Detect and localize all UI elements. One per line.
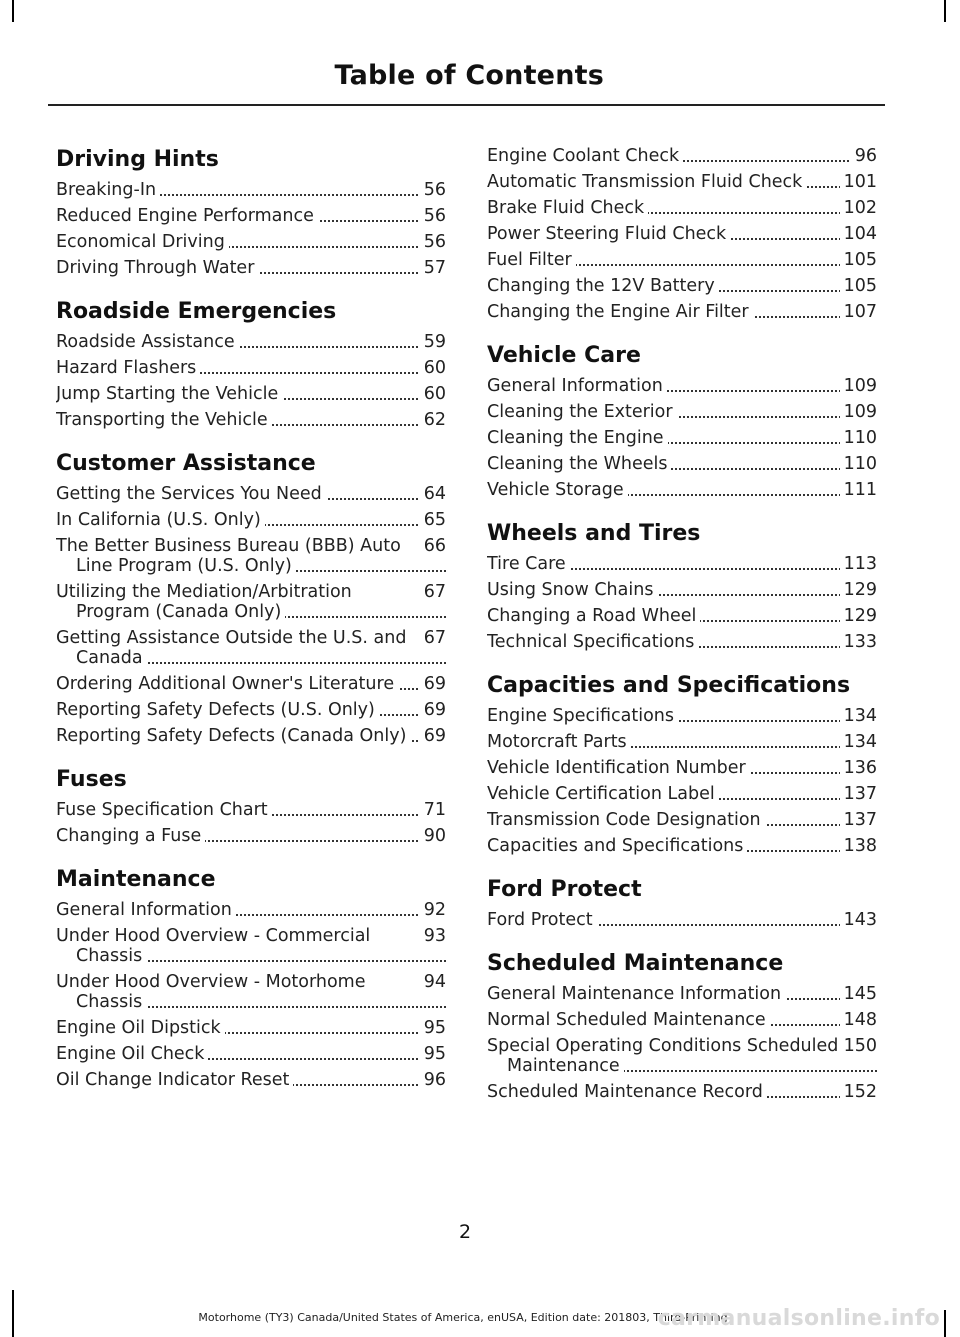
- toc-entry-page: 66: [420, 536, 446, 556]
- toc-entry-page: 145: [840, 984, 877, 1004]
- toc-entry-page: 134: [840, 706, 877, 726]
- toc-entry-label: Changing a Fuse: [56, 826, 205, 846]
- toc-entry-label: Motorcraft Parts: [487, 732, 631, 752]
- section-title: Customer Assistance: [56, 451, 316, 476]
- toc-entry[interactable]: [56, 800, 446, 820]
- toc-section: [487, 520, 877, 652]
- toc-entry-label: Utilizing the Mediation/Arbitration Program (Canada Only): [56, 582, 352, 622]
- dot-leader: [96, 1006, 446, 1008]
- toc-entry-page: 94: [420, 972, 446, 992]
- toc-section: [56, 766, 446, 846]
- toc-entry-page: 104: [840, 224, 877, 244]
- toc-entry-page: 152: [840, 1082, 877, 1102]
- toc-entry[interactable]: [487, 1036, 877, 1076]
- toc-entry[interactable]: [487, 250, 877, 270]
- toc-entry-label: Cleaning the Wheels: [487, 454, 671, 474]
- dot-leader: [527, 568, 877, 570]
- toc-entry[interactable]: [56, 628, 446, 668]
- toc-entry-label: Vehicle Certification Label: [487, 784, 719, 804]
- toc-entry-label: Getting the Services You Need: [56, 484, 326, 504]
- toc-entry-label: Normal Scheduled Maintenance: [487, 1010, 770, 1030]
- toc-section: [56, 298, 446, 430]
- toc-entry-page: 65: [420, 510, 446, 530]
- toc-entry[interactable]: [56, 582, 446, 622]
- toc-entry[interactable]: [487, 402, 877, 422]
- toc-entry-page: 110: [840, 428, 877, 448]
- toc-entry-label: Reduced Engine Performance: [56, 206, 318, 226]
- toc-entry-page: 134: [840, 732, 877, 752]
- toc-entry-page: 129: [840, 606, 877, 626]
- toc-entry[interactable]: [487, 706, 877, 726]
- section-title: Fuses: [56, 767, 127, 792]
- toc-entry-label: Special Operating Conditions Scheduled Maintenance: [487, 1036, 839, 1076]
- toc-entry-label: Jump Starting the Vehicle: [56, 384, 282, 404]
- toc-entry[interactable]: [487, 910, 877, 930]
- toc-entry-page: 64: [420, 484, 446, 504]
- toc-entry[interactable]: [487, 580, 877, 600]
- toc-section: [487, 876, 877, 930]
- toc-entry[interactable]: [56, 926, 446, 966]
- toc-entry[interactable]: [56, 358, 446, 378]
- toc-entry[interactable]: [56, 972, 446, 1012]
- toc-entry[interactable]: [487, 984, 877, 1004]
- section-title: Maintenance: [56, 867, 216, 892]
- toc-entry[interactable]: [56, 726, 446, 746]
- toc-entry-label: Brake Fluid Check: [487, 198, 648, 218]
- toc-entry[interactable]: [56, 900, 446, 920]
- toc-entry-page: 109: [840, 376, 877, 396]
- toc-entry-page: 148: [840, 1010, 877, 1030]
- toc-entry[interactable]: [487, 732, 877, 752]
- toc-entry-page: 143: [840, 910, 877, 930]
- toc-entry-page: 95: [420, 1018, 446, 1038]
- toc-entry-label: Under Hood Overview - Motorhome Chassis: [56, 972, 366, 1012]
- toc-entry[interactable]: [487, 146, 877, 166]
- toc-entry[interactable]: [487, 454, 877, 474]
- toc-entry-label: Changing the 12V Battery: [487, 276, 719, 296]
- section-title: Scheduled Maintenance: [487, 951, 784, 976]
- toc-entry-page: 137: [840, 810, 877, 830]
- toc-entry-page: 138: [840, 836, 877, 856]
- toc-entry-page: 69: [420, 726, 446, 746]
- toc-entry-page: 62: [420, 410, 446, 430]
- toc-entry[interactable]: [56, 510, 446, 530]
- toc-entry-label: Getting Assistance Outside the U.S. and Canada: [56, 628, 407, 668]
- header-rule: [48, 104, 885, 106]
- toc-entry-page: 92: [420, 900, 446, 920]
- section-title: Ford Protect: [487, 877, 642, 902]
- toc-entry[interactable]: [487, 480, 877, 500]
- toc-entry[interactable]: [487, 276, 877, 296]
- toc-entry[interactable]: [56, 232, 446, 252]
- toc-entry-page: 105: [840, 250, 877, 270]
- page-number: 2: [458, 1221, 472, 1243]
- toc-entry[interactable]: [56, 1070, 446, 1090]
- toc-entry-label: Transmission Code Designation: [487, 810, 765, 830]
- toc-entry[interactable]: [487, 758, 877, 778]
- toc-entry[interactable]: [56, 1018, 446, 1038]
- toc-entry-page: 60: [420, 384, 446, 404]
- toc-entry-label: Under Hood Overview - Commercial Chassis: [56, 926, 371, 966]
- toc-entry-label: Reporting Safety Defects (Canada Only): [56, 726, 410, 746]
- toc-right-column: [487, 146, 877, 1108]
- toc-entry-page: 90: [420, 826, 446, 846]
- crop-mark: [944, 1310, 946, 1337]
- toc-section: [56, 450, 446, 746]
- toc-entry[interactable]: [487, 554, 877, 574]
- toc-entry-label: Using Snow Chains: [487, 580, 657, 600]
- watermark: carmanualsonline.info: [657, 1306, 940, 1331]
- toc-entry-page: 56: [420, 232, 446, 252]
- toc-entry-label: Cleaning the Exterior: [487, 402, 677, 422]
- toc-entry[interactable]: [56, 536, 446, 576]
- toc-entry[interactable]: [487, 606, 877, 626]
- toc-entry-label: Scheduled Maintenance Record: [487, 1082, 767, 1102]
- toc-entry[interactable]: [56, 180, 446, 200]
- toc-entry-page: 109: [840, 402, 877, 422]
- section-title: Wheels and Tires: [487, 521, 701, 546]
- toc-entry-label: Engine Oil Dipstick: [56, 1018, 225, 1038]
- toc-entry-label: In California (U.S. Only): [56, 510, 265, 530]
- toc-entry-label: Automatic Transmission Fluid Check: [487, 172, 806, 192]
- toc-entry[interactable]: [56, 410, 446, 430]
- toc-entry-page: 69: [420, 674, 446, 694]
- toc-entry-label: Driving Through Water: [56, 258, 258, 278]
- toc-entry-page: 69: [420, 700, 446, 720]
- toc-entry-page: 129: [840, 580, 877, 600]
- toc-entry-page: 133: [840, 632, 877, 652]
- toc-entry[interactable]: [56, 826, 446, 846]
- toc-entry[interactable]: [56, 1044, 446, 1064]
- toc-section: [487, 146, 877, 322]
- toc-entry[interactable]: [487, 376, 877, 396]
- toc-entry[interactable]: [56, 258, 446, 278]
- footer-edition-text: Motorhome (TY3) Canada/United States of America, enUSA, Edition date: 201803, Third-Printing-: [198, 1311, 732, 1324]
- toc-entry-page: 67: [420, 628, 446, 648]
- toc-entry-label: Oil Change Indicator Reset: [56, 1070, 293, 1090]
- crop-mark: [944, 0, 946, 22]
- toc-entry[interactable]: [487, 632, 877, 652]
- toc-section: [487, 342, 877, 500]
- toc-entry-label: General Information: [56, 900, 236, 920]
- toc-entry-page: 93: [420, 926, 446, 946]
- toc-entry-label: Economical Driving: [56, 232, 229, 252]
- page-title: Table of Contents: [334, 60, 604, 91]
- toc-entry-page: 107: [840, 302, 877, 322]
- toc-entry-page: 59: [420, 332, 446, 352]
- toc-entry-page: 57: [420, 258, 446, 278]
- crop-mark: [12, 0, 14, 22]
- toc-entry[interactable]: [487, 198, 877, 218]
- toc-entry-label: Roadside Assistance: [56, 332, 239, 352]
- toc-entry-label: Engine Oil Check: [56, 1044, 208, 1064]
- toc-entry-page: 110: [840, 454, 877, 474]
- toc-entry-label: Ordering Additional Owner's Literature: [56, 674, 398, 694]
- dot-leader: [96, 960, 446, 962]
- toc-entry-label: Changing a Road Wheel: [487, 606, 700, 626]
- toc-entry[interactable]: [487, 784, 877, 804]
- section-title: Roadside Emergencies: [56, 299, 337, 324]
- toc-entry[interactable]: [487, 224, 877, 244]
- toc-entry[interactable]: [56, 674, 446, 694]
- dot-leader: [527, 264, 877, 266]
- toc-entry[interactable]: [487, 1082, 877, 1102]
- toc-entry-label: Power Steering Fluid Check: [487, 224, 730, 244]
- toc-entry-label: Cleaning the Engine: [487, 428, 668, 448]
- toc-entry-page: 137: [840, 784, 877, 804]
- toc-section: [56, 146, 446, 278]
- toc-section: [487, 950, 877, 1102]
- toc-entry[interactable]: [56, 332, 446, 352]
- toc-entry[interactable]: [487, 302, 877, 322]
- toc-entry[interactable]: [487, 428, 877, 448]
- toc-entry[interactable]: [487, 836, 877, 856]
- toc-entry-label: Capacities and Specifications: [487, 836, 747, 856]
- toc-entry[interactable]: [487, 810, 877, 830]
- toc-entry-label: Vehicle Identification Number: [487, 758, 750, 778]
- toc-entry-label: Engine Specifications: [487, 706, 678, 726]
- toc-entry-page: 113: [840, 554, 877, 574]
- toc-entry-label: Breaking-In: [56, 180, 160, 200]
- toc-entry[interactable]: [56, 384, 446, 404]
- toc-entry[interactable]: [487, 172, 877, 192]
- toc-entry[interactable]: [56, 484, 446, 504]
- toc-entry-label: Engine Coolant Check: [487, 146, 683, 166]
- toc-entry-page: 96: [851, 146, 877, 166]
- toc-entry-page: 56: [420, 206, 446, 226]
- toc-entry-page: 96: [420, 1070, 446, 1090]
- toc-entry[interactable]: [56, 206, 446, 226]
- toc-entry-label: Ford Protect: [487, 910, 597, 930]
- section-title: Driving Hints: [56, 147, 219, 172]
- section-title: Vehicle Care: [487, 343, 641, 368]
- toc-entry-page: 105: [840, 276, 877, 296]
- toc-entry-label: Tire Care: [487, 554, 570, 574]
- toc-entry-label: General Information: [487, 376, 667, 396]
- toc-entry-page: 95: [420, 1044, 446, 1064]
- toc-entry-label: Transporting the Vehicle: [56, 410, 272, 430]
- toc-entry-page: 150: [840, 1036, 877, 1056]
- toc-entry-label: Fuse Specification Chart: [56, 800, 272, 820]
- dot-leader: [96, 662, 446, 664]
- toc-section: [487, 672, 877, 856]
- toc-section: [56, 866, 446, 1090]
- toc-entry-label: Technical Specifications: [487, 632, 698, 652]
- toc-entry[interactable]: [487, 1010, 877, 1030]
- toc-entry-page: 56: [420, 180, 446, 200]
- toc-entry-label: Reporting Safety Defects (U.S. Only): [56, 700, 379, 720]
- toc-entry-page: 71: [420, 800, 446, 820]
- toc-entry-label: Fuel Filter: [487, 250, 576, 270]
- toc-entry-page: 67: [420, 582, 446, 602]
- toc-entry-label: Vehicle Storage: [487, 480, 628, 500]
- toc-entry-page: 111: [840, 480, 877, 500]
- toc-entry-label: General Maintenance Information: [487, 984, 785, 1004]
- toc-left-column: [56, 146, 446, 1096]
- toc-entry-page: 60: [420, 358, 446, 378]
- toc-entry-label: Hazard Flashers: [56, 358, 200, 378]
- toc-entry-page: 101: [840, 172, 877, 192]
- toc-entry-label: Changing the Engine Air Filter: [487, 302, 753, 322]
- toc-entry-page: 136: [840, 758, 877, 778]
- toc-entry[interactable]: [56, 700, 446, 720]
- section-title: Capacities and Specifications: [487, 673, 851, 698]
- toc-entry-page: 102: [840, 198, 877, 218]
- toc-entry-label: The Better Business Bureau (BBB) Auto Line Program (U.S. Only): [56, 536, 401, 576]
